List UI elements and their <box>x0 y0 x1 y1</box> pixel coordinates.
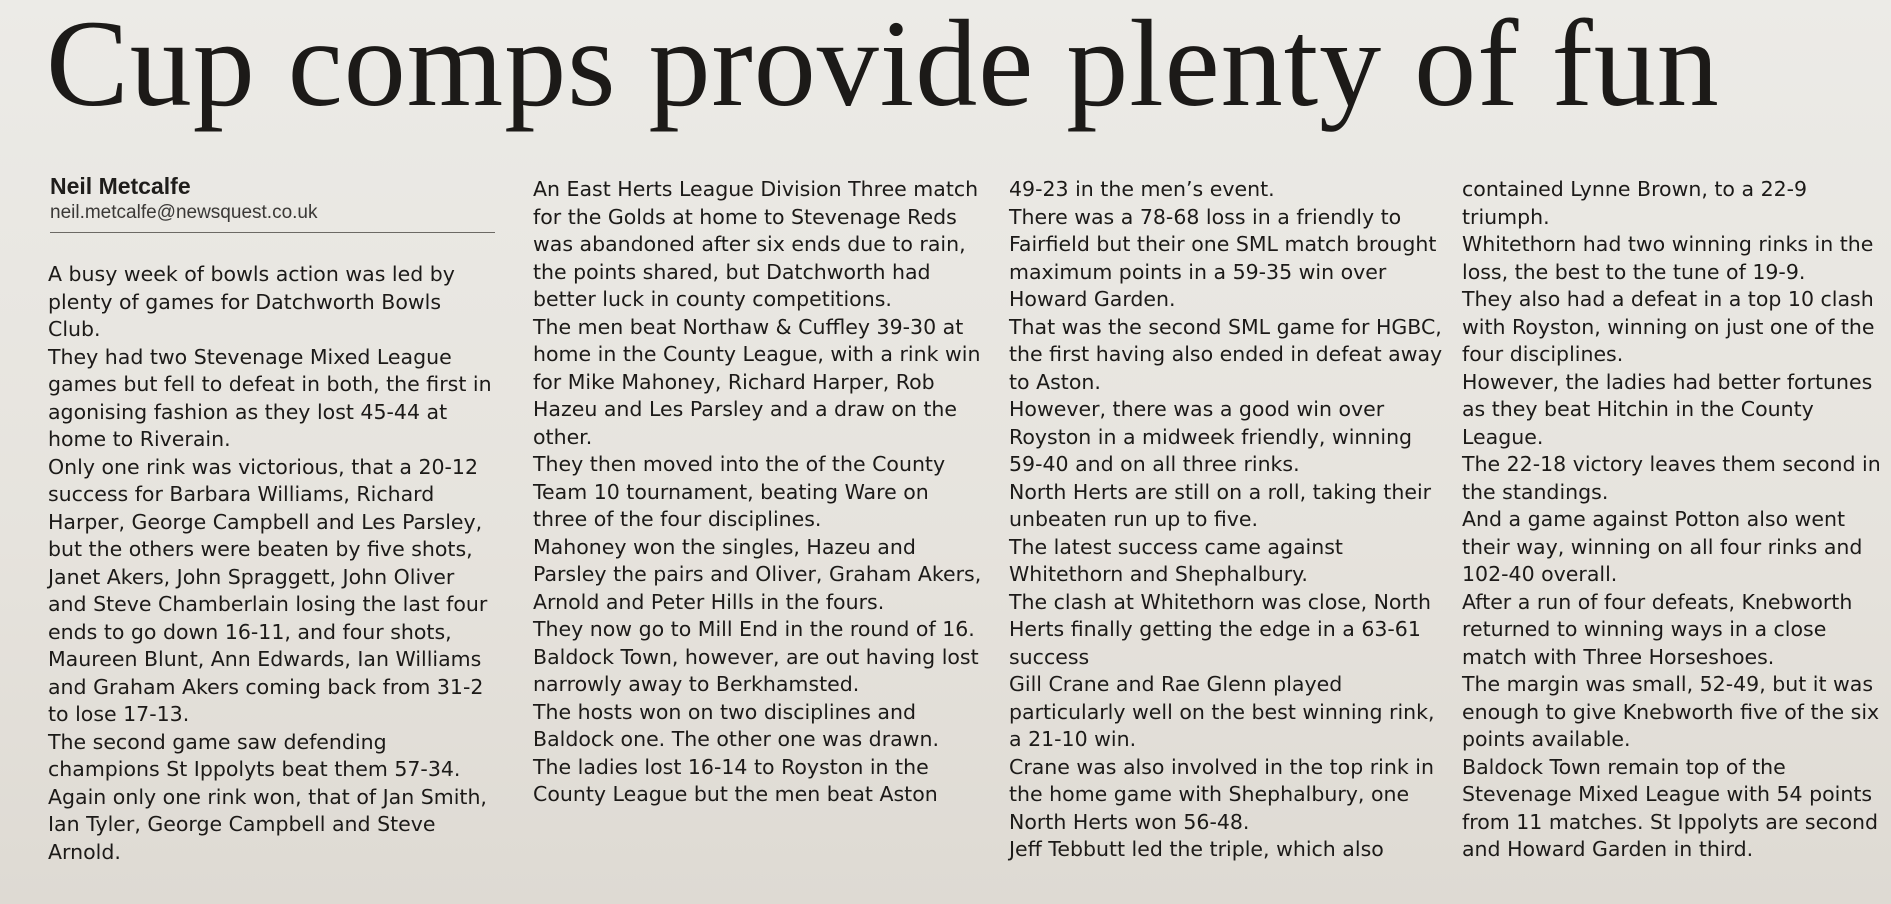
paragraph: An East Herts League Division Three match for the Golds at home to Stevenage Reds was abandoned after six ends due to rain, the points shared, but Datchworth had better luck in county competitions. <box>533 177 979 311</box>
byline <box>50 172 495 233</box>
paragraph: Baldock Town, however, are out having lost narrowly away to Berkhamsted. <box>533 644 979 696</box>
paragraph: Mahoney won the singles, Hazeu and Parsley the pairs and Oliver, Graham Akers, Arnold and Peter Hills in the fours. <box>533 534 982 614</box>
author-email: neil.metcalfe@newsquest.co.uk <box>50 202 318 223</box>
paragraph: They also had a defeat in a top 10 clash with Royston, winning on just one of the four disciplines. <box>1462 287 1875 366</box>
paragraph: Only one rink was victorious, that a 20-12 success for Barbara Williams, Richard Harper, George Campbell and Les Parsley, but the others were beaten by five shots, Janet Akers, John Spraggett, John Oliver and Steve Chamberlain losing the last four ends to go down 16-11, and four shots, Maureen Blunt, Ann Edwards, Ian Williams and Graham Akers coming back from 31-2 to lose 17-13. <box>48 454 488 726</box>
paragraph: Jeff Tebbutt led the triple, which also <box>1009 837 1384 861</box>
paragraph: There was a 78-68 loss in a friendly to Fairfield but their one SML match brought maximum points in a 59-35 win over Howard Garden. <box>1009 204 1437 311</box>
headline: Cup comps provide plenty of fun <box>46 0 1720 132</box>
byline-divider <box>50 232 495 233</box>
paragraph: They had two Stevenage Mixed League games but fell to defeat in both, the first in agonising fashion as they lost 45-44 at home to Riverain. <box>48 344 492 451</box>
paragraph: The hosts won on two disciplines and Baldock one. The other one was drawn. <box>533 699 939 751</box>
article-column-4 <box>1462 176 1887 864</box>
paragraph: That was the second SML game for HGBC, the first having also ended in defeat away to Aston. <box>1009 314 1443 394</box>
paragraph: The margin was small, 52-49, but it was enough to give Knebworth five of the six points available. <box>1462 672 1880 751</box>
paragraph: Gill Crane and Rae Glenn played particularly well on the best winning rink, a 21-10 win. <box>1009 672 1435 751</box>
paragraph: Crane was also involved in the top rink in the home game with Shephalbury, one North Herts won 56-48. <box>1009 754 1434 834</box>
paragraph: And a game against Potton also went their way, winning on all four rinks and 102-40 overall. <box>1462 507 1863 586</box>
article-column-1 <box>48 261 498 866</box>
paragraph: After a run of four defeats, Knebworth returned to winning ways in a close match with Three Horseshoes. <box>1462 589 1853 669</box>
paragraph: However, there was a good win over Royston in a midweek friendly, winning 59-40 and on all three rinks. <box>1009 397 1413 476</box>
paragraph: contained Lynne Brown, to a 22-9 triumph. <box>1462 177 1808 229</box>
article-column-3 <box>1009 176 1444 864</box>
paragraph: The latest success came against Whitethorn and Shephalbury. <box>1009 534 1343 586</box>
paragraph: The ladies lost 16-14 to Royston in the County League but the men beat Aston <box>533 754 938 806</box>
paragraph: The 22-18 victory leaves them second in the standings. <box>1462 452 1881 504</box>
paragraph: The second game saw defending champions St Ippolyts beat them 57-34. <box>48 729 461 781</box>
paragraph: Whitethorn had two winning rinks in the loss, the best to the tune of 19-9. <box>1462 232 1874 284</box>
paragraph: However, the ladies had better fortunes as they beat Hitchin in the County League. <box>1462 369 1873 449</box>
paragraph: They then moved into the of the County Team 10 tournament, beating Ware on three of the four disciplines. <box>533 452 946 531</box>
article-column-2 <box>533 176 983 809</box>
paragraph: The men beat Northaw & Cuffley 39-30 at home in the County League, with a rink win for Mike Mahoney, Richard Harper, Rob Hazeu and Les Parsley and a draw on the other. <box>533 314 981 449</box>
paragraph: Again only one rink won, that of Jan Smith, Ian Tyler, George Campbell and Steve Arnold. <box>48 784 487 864</box>
paragraph: Baldock Town remain top of the Stevenage Mixed League with 54 points from 11 matches. St Ippolyts are second and Howard Garden in third. <box>1462 754 1879 861</box>
paragraph: They now go to Mill End in the round of 16. <box>533 617 975 641</box>
paragraph: A busy week of bowls action was led by plenty of games for Datchworth Bowls Club. <box>48 262 455 341</box>
paragraph: 49-23 in the men’s event. <box>1009 177 1275 201</box>
paragraph: The clash at Whitethorn was close, North Herts finally getting the edge in a 63-61 success <box>1009 589 1431 669</box>
author-name: Neil Metcalfe <box>50 173 191 199</box>
paragraph: North Herts are still on a roll, taking their unbeaten run up to five. <box>1009 479 1432 531</box>
